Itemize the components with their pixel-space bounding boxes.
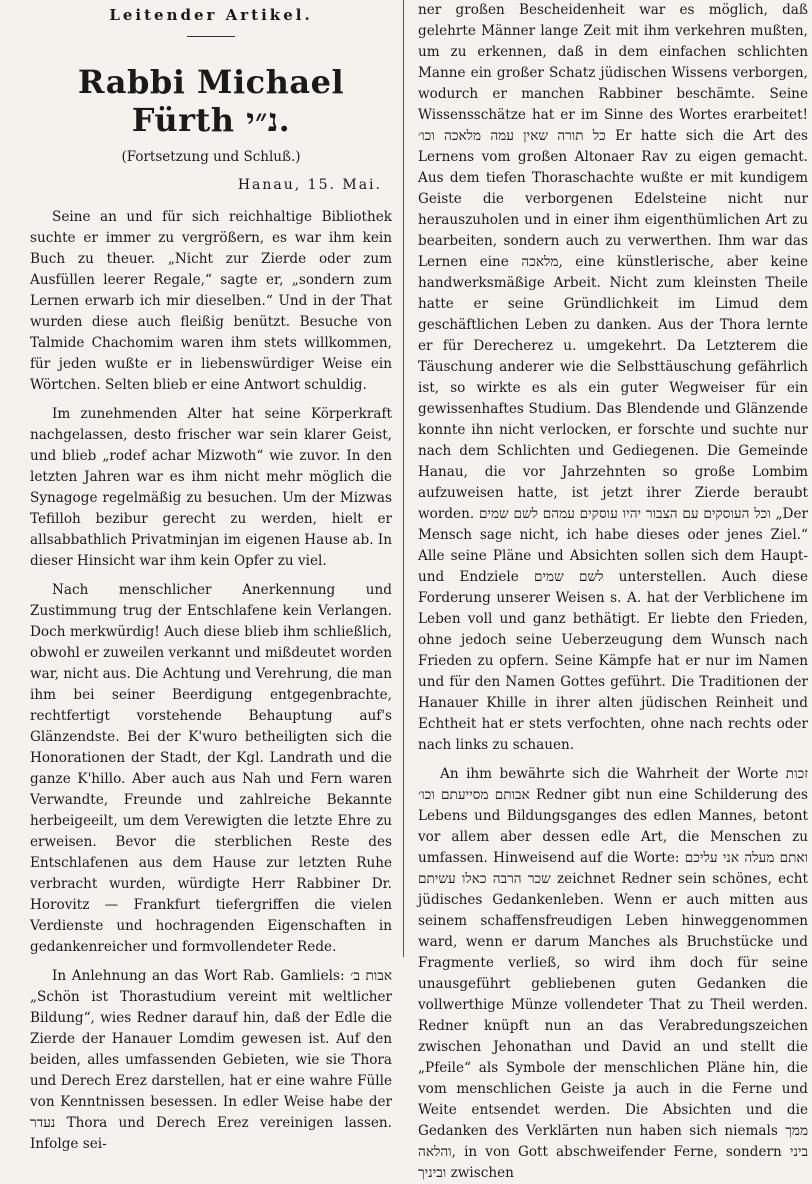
article-subtitle: (Fortsetzung und Schluß.) <box>121 149 301 165</box>
section-heading: Leitender Artikel. <box>109 6 313 24</box>
paragraph: Nach menschlicher Anerkennung und Zustimmung trug der Entschlafene kein Verlangen. Doch merkwürdig! Auch diese blieb ihm schließlich, obwohl er zuweilen verkannt und mißdeutet worden war, nicht aus. Die Achtung und Verehrung, die man ihm bei seiner Beerdigung entgegenbrachte, rechtfertigt vorstehende Behauptung auf's Glänzendste. Bei der K'wuro betheiligten sich die Honorationen der Stadt, der Kgl. Landrath und die ganze K'hillo. Aber auch aus Nah und Fern waren Verwandte, Freunde und zahlreiche Bekannte herbeigeeilt, um dem Verewigten die letzte Ehre zu erweisen. Bevor die sterblichen Reste des Entschlafenen aus dem Hause zur letzten Ruhe verbracht wurden, würdigte Herr Rabbiner Dr. Horovitz — Frankfurt tiefergriffen die vielen Verdienste und hochragenden Eigenschaften in gedankenreicher und formvollendeter Rede. <box>30 582 392 955</box>
left-column <box>0 0 400 1152</box>
paragraph: In Anlehnung an das Wort Rab. Gamliels: אבות ב׳ „Schön ist Thorastudium vereint mit weltlicher Bildung“, wies Redner darauf hin, daß der Edle die Zierde der Hanauer Lomdim gewesen ist. Auf den beiden, alles umfassenden Gebieten, wie sie Thora und Derech Erez darstellen, hat er eine wahre Fülle von Kenntnissen besessen. In edler Weise habe der נעדר Thora und Derech Erez vereinigen lassen. Infolge sei- <box>30 968 392 1152</box>
right-column <box>410 0 812 1181</box>
paragraph: Seine an und für sich reichhaltige Bibliothek suchte er immer zu vergrößern, es war ihm kein Buch zu theuer. „Nicht zur Zierde oder zum Ausfüllen leerer Regale,“ sagte er, „sondern zum Lernen erwarb ich mir dieselben.“ Und in der That wurden diese auch fleißig benützt. Besuche von Talmide Chachomim waren ihm stets willkommen, für jeden wußte er in liebenswürdiger Weise ein Wörtchen. Selten blieb er eine Antwort schuldig. <box>30 209 392 393</box>
paragraph: An ihm bewährte sich die Wahrheit der Worte זכות אבותם מסייעתם וכו׳ Redner gibt nun eine Schilderung des Lebens und Bildungsganges des edlen Mannes, betont vor allem aber dessen edle Art, die Menschen zu umfassen. Hinweisend auf die Worte: ואתם מעלה אני עליכם שכר הרבה כאלו עשיתם zeichnet Redner sein schönes, echt jüdisches Gedankenleben. Wenn er auch mitten aus seinem schaffensfreudigen Leben hinweggenommen ward, wenn er darum Manches als Bruchstücke und Fragmente verließ, so wird ihm doch für seine unausgeführt gebliebenen guten Gedanken die vollwerthige Münze vollendeter That zu Theil werden. Redner knüpft nun an das Verabredungszeichen zwischen Jehonathan und David an und stellt die „Pfeile“ als Symbole der menschlichen Pläne hin, die vom menschlichen Geiste ja auch in die Ferne und Weite entsendet werden. Die Absichten und die Gedanken des Verklärten nun haben sich niemals ממך והלאה, in von Gott abschweifender Ferne, sondern ביני וביניך zwischen <box>418 766 808 1181</box>
heading-divider <box>187 36 235 37</box>
column-divider <box>403 0 404 957</box>
article-title: Rabbi Michael Fürth נ״י. <box>77 63 345 139</box>
paragraph: ner großen Bescheidenheit war es möglich, daß gelehrte Männer lange Zeit mit ihm verkehren mußten, um zu erkennen, daß in dem einfachen schlichten Manne ein großer Schatz jüdischen Wissens verborgen, wodurch er manchen Rabbiner beschämte. Seine Wissensschätze hat er im Sinne des Wortes erarbeitet! כל תורה שאין עמה מלאכה וכו׳ Er hatte sich die Art des Lernens vom großen Altonaer Rav zu eigen gemacht. Aus dem tiefen Thoraschachte wußte er mit kundigem Geiste die verborgenen Edelsteine nicht nur herauszuholen und in einer ihm eigenthümlichen Art zu bearbeiten, sondern auch zu verwerthen. Ihm war das Lernen eine מלאכה, eine künstlerische, aber keine handwerksmäßige Arbeit. Nicht zum kleinsten Theile hatte er seine Gründlichkeit im Limud dem geschäftlichen Leben zu danken. Aus der Thora lernte er für Derecherez u. umgekehrt. Da Letzterem die Täuschung anderer wie die Selbsttäuschung gefährlich ist, so wirkte es als ein guter Wegweiser für ein gewissenhaftes Studium. Das Blendende und Glänzende konnte ihn nicht verlocken, er forschte und suchte nur nach dem Schlichten und Gediegenen. Die Gemeinde Hanau, die vor Jahrzehnten so große Lombim aufzuweisen hatte, ist jetzt ihrer Zierde beraubt worden. וכל העוסקים עם הצבור יהיו עוסקים עמהם לשם שמים „Der Mensch sage nicht, ich habe dieses oder jenes Ziel.“ Alle seine Pläne und Absichten sollen sich dem Haupt- und Endziele לשם שמים unterstellen. Auch diese Forderung unserer Weisen s. A. hat der Verblichene im Leben voll und ganz bethätigt. Er liebte den Frieden, ohne jedoch seine Ueberzeugung dem Wunsch nach Frieden zu opfern. Seine Kämpfe hat er nur im Namen und für den Namen Gottes geführt. Die Traditionen der Hanauer Khille in ihrer alten jüdischen Reinheit und Echtheit hat er stets verfochten, ohne nach rechts oder nach links zu schauen. <box>418 2 808 753</box>
dateline: Hanau, 15. Mai. <box>237 177 382 193</box>
paragraph: Im zunehmenden Alter hat seine Körperkraft nachgelassen, desto frischer war sein klarer Geist, und blieb „rodef achar Mizwoth“ wie zuvor. In den letzten Jahren war es ihm nicht mehr möglich die Synagoge regelmäßig zu besuchen. Um der Mizwas Tefilloh bezibur gerecht zu werden, hielt er allsabbathlich Privatminjan im eigenen Hause ab. In dieser Hinsicht war ihm kein Opfer zu viel. <box>30 406 392 569</box>
